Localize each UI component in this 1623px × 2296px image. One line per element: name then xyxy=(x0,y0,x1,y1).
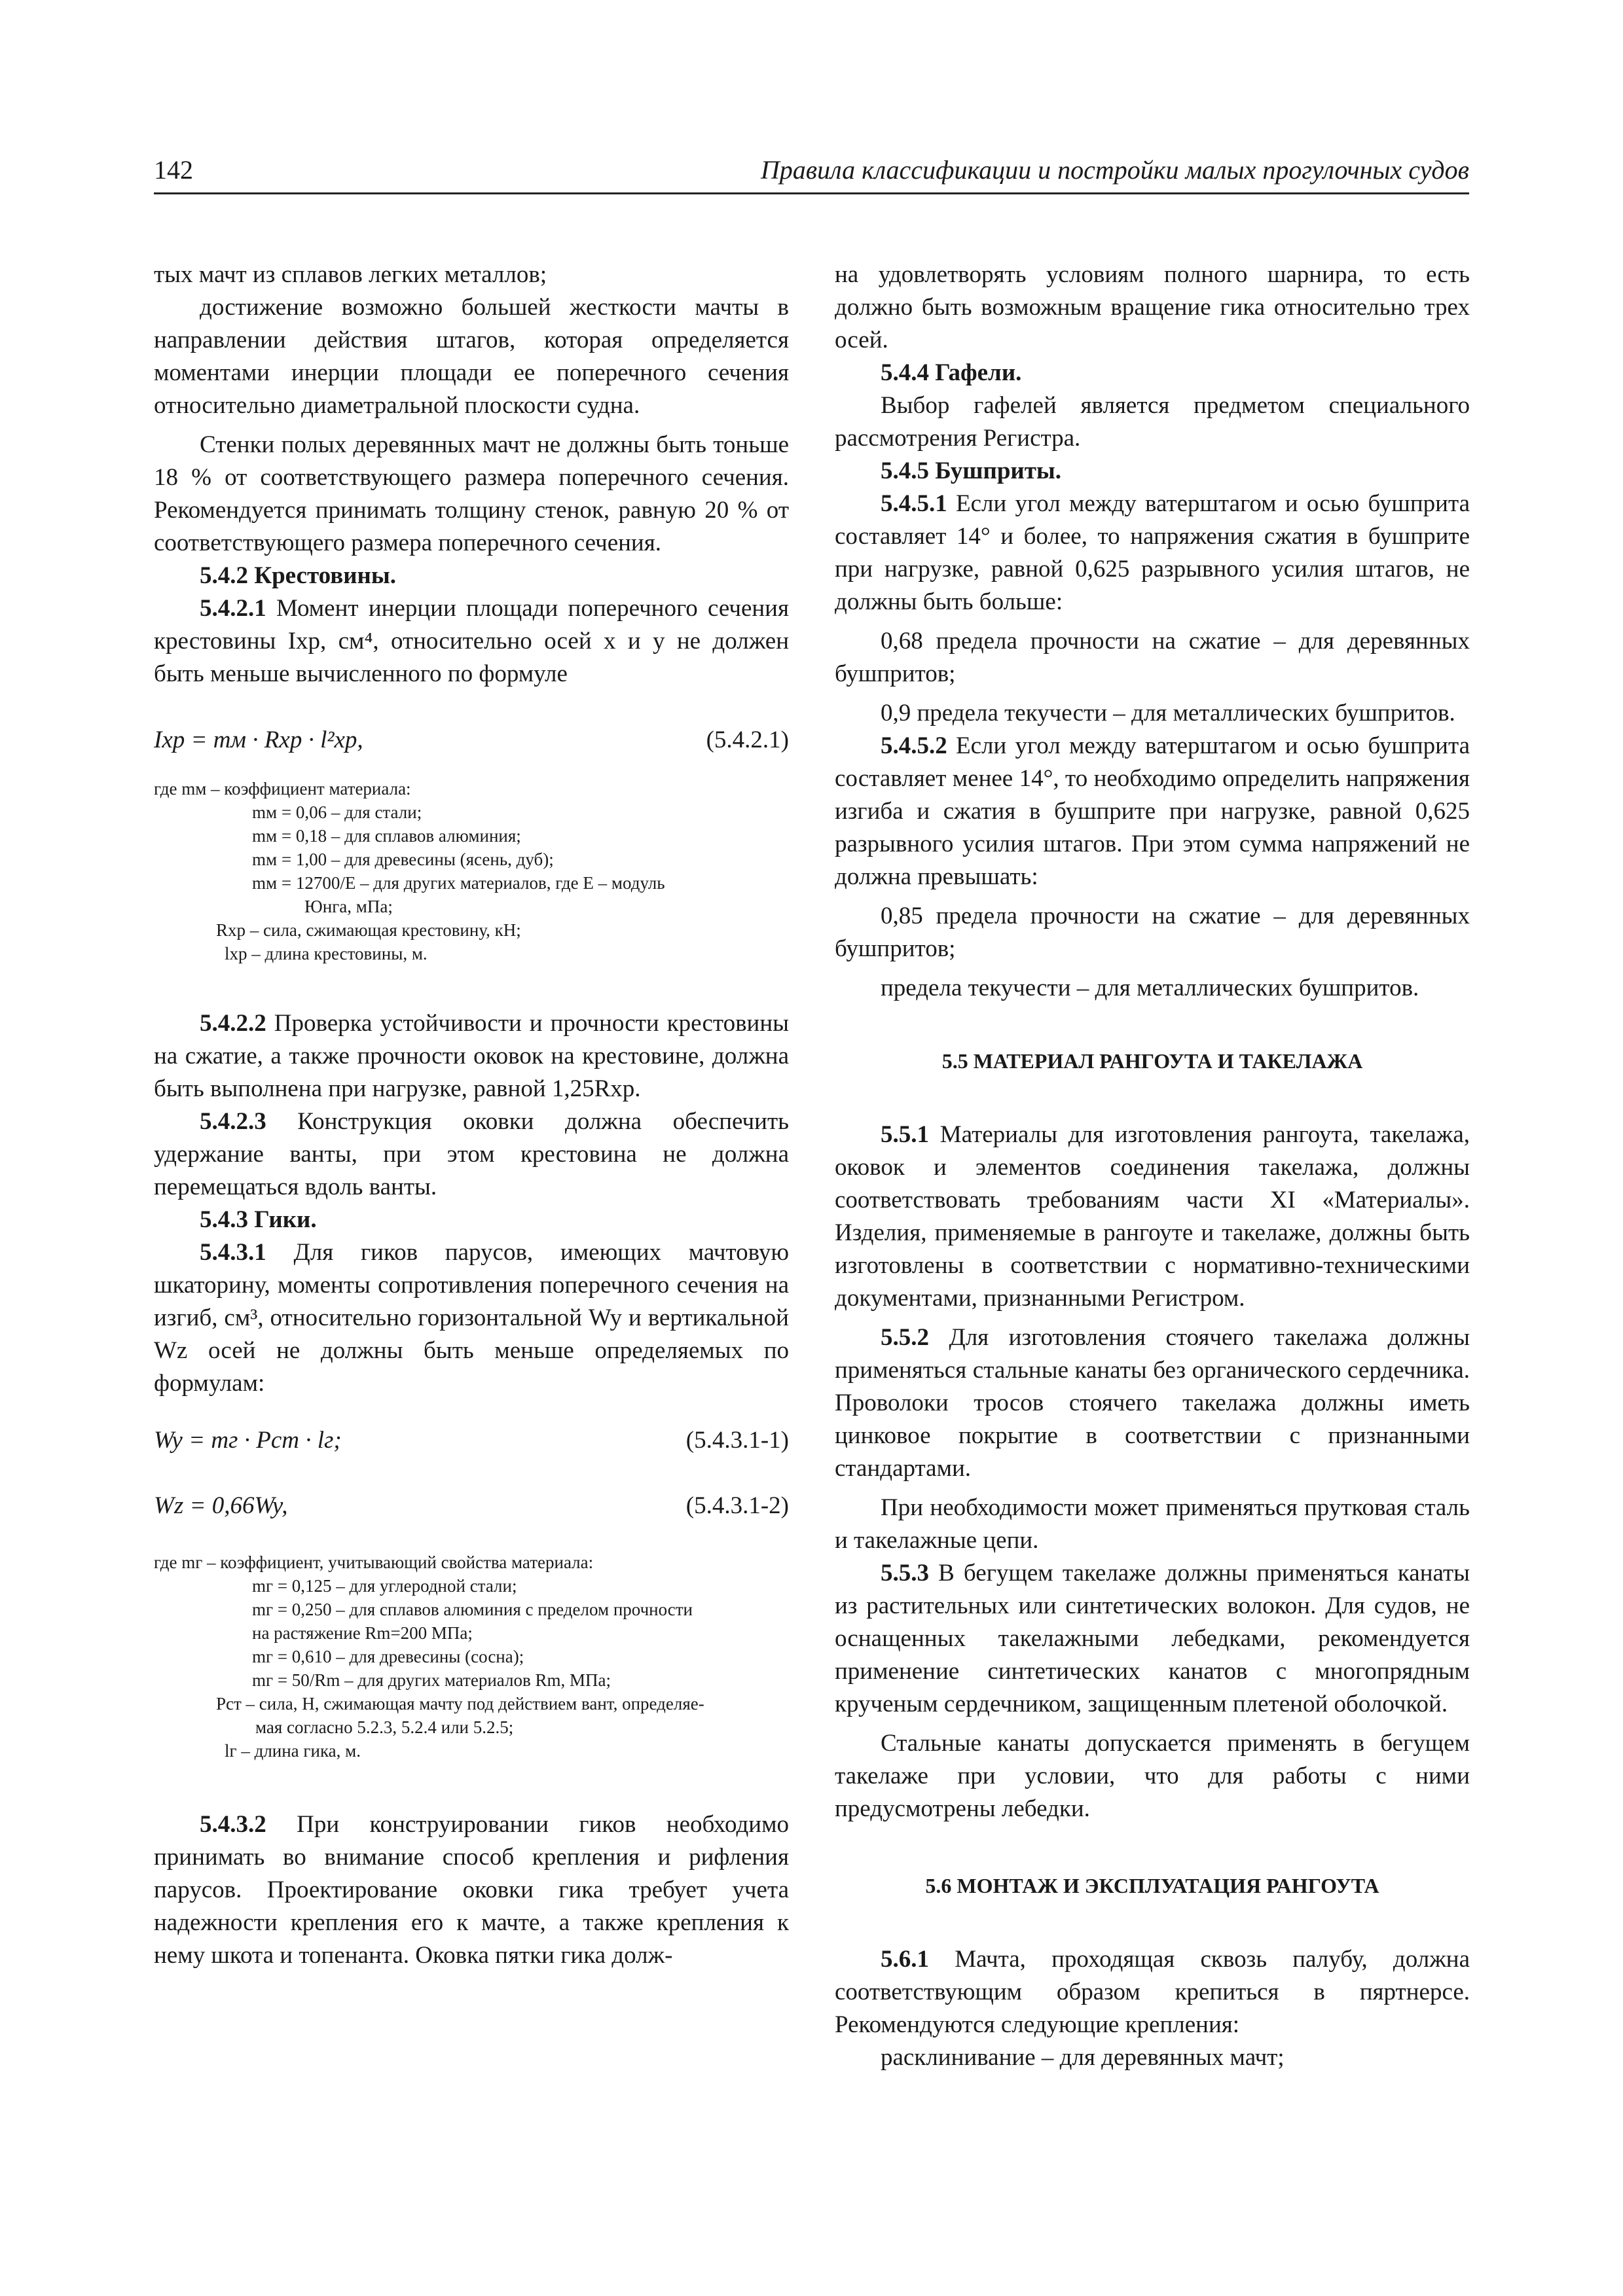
clause-number: 5.6.1 xyxy=(881,1946,929,1973)
formula-legend xyxy=(154,1551,789,1763)
heading-5-4-5: 5.4.5 Бушприты. xyxy=(881,457,1062,484)
paragraph: расклинивание – для деревянных мачт; xyxy=(881,2044,1285,2071)
clause-text: Для гиков парусов, имеющих мачтовую шкаторину, моменты сопротивления поперечного сечения на изгиб, см³, относительно горизонтальной Wy и вертикальной Wz осей не должны быть меньше определяемых по формулам: xyxy=(154,1239,790,1397)
clause-text: Момент инерции площади поперечного сечения крестовины Iхр, см⁴, относительно осей x и y не должен быть меньше вычисленного по формуле xyxy=(154,595,789,687)
paragraph: Стальные канаты допускается применять в бегущем такелаже при условии, что для работы с ними предусмотрены лебедки. xyxy=(835,1730,1470,1822)
clause-number: 5.4.3.1 xyxy=(200,1239,266,1266)
formula-expression: Wy = mг · Pст · lг; xyxy=(154,1427,342,1454)
legend-line: mм = 0,06 – для стали; xyxy=(252,802,422,822)
running-title: Правила классификации и постройки малых прогулочных судов xyxy=(760,155,1469,185)
paragraph: 0,68 предела прочности на сжатие – для деревянных бушпритов; xyxy=(835,628,1470,687)
paragraph: предела текучести – для металлических бушпритов. xyxy=(881,975,1419,1001)
paragraph-5-4-5-1 xyxy=(835,488,1470,619)
clause-number: 5.5.3 xyxy=(881,1560,929,1587)
left-column xyxy=(154,259,789,1972)
clause-number: 5.4.2.1 xyxy=(200,595,266,622)
legend-line: на растяжение Rm=200 МПа; xyxy=(252,1623,473,1643)
formula-5-4-2-1 xyxy=(154,722,789,759)
clause-text: При конструировании гиков необходимо принимать во внимание способ крепления и рифления парусов. Проектирование оковки гика требует учета надежности крепления его к мачте, а также крепления к нему шкота и топенанта. Оковка пятки гика долж- xyxy=(154,1811,789,1969)
clause-number: 5.4.5.1 xyxy=(881,490,947,517)
legend-line: mм = 1,00 – для древесины (ясень, дуб); xyxy=(252,850,554,869)
formula-number: (5.4.2.1) xyxy=(706,726,789,753)
clause-number: 5.4.2.3 xyxy=(200,1108,266,1135)
formula-number: (5.4.3.1-2) xyxy=(685,1492,789,1519)
legend-line: mг = 0,610 – для древесины (сосна); xyxy=(252,1647,524,1666)
formula-5-4-3-1-2 xyxy=(154,1488,789,1524)
paragraph-5-5-1 xyxy=(835,1119,1470,1315)
formula-5-4-3-1-1 xyxy=(154,1422,789,1459)
section-title-5-5: 5.5 МАТЕРИАЛ РАНГОУТА И ТАКЕЛАЖА xyxy=(941,1049,1363,1073)
legend-line: mг = 0,250 – для сплавов алюминия с пределом прочности xyxy=(252,1600,693,1619)
heading-5-4-4: 5.4.4 Гафели. xyxy=(881,359,1022,386)
paragraph: 0,85 предела прочности на сжатие – для деревянных бушпритов; xyxy=(835,903,1470,962)
clause-text: Мачта, проходящая сквозь палубу, должна соответствующим образом крепиться в пяртнерсе. Рекомендуются следующие крепления: xyxy=(835,1946,1470,2038)
formula-expression: Iхр = mм · Rхр · l²хр, xyxy=(154,726,363,753)
paragraph: При необходимости может применяться прутковая сталь и такелажные цепи. xyxy=(835,1494,1470,1554)
legend-line: lхр – длина крестовины, м. xyxy=(225,944,428,963)
paragraph-5-6-1 xyxy=(835,1943,1470,2041)
legend-line: Юнга, мПа; xyxy=(304,897,393,916)
legend-line: Rхр – сила, сжимающая крестовину, кН; xyxy=(216,920,521,940)
right-column xyxy=(835,259,1470,2074)
section-title-5-6: 5.6 МОНТАЖ И ЭКСПЛУАТАЦИЯ РАНГОУТА xyxy=(925,1874,1379,1897)
paragraph-5-4-3-2 xyxy=(154,1808,789,1972)
clause-text: Если угол между ватерштагом и осью бушприта составляет менее 14°, то необходимо определить напряжения изгиба и сжатия в бушприте при нагрузке, равной 0,625 разрывного усилия штагов. При этом сумма напряжений не должна превышать: xyxy=(835,732,1470,890)
paragraph-5-4-2-3 xyxy=(154,1105,789,1204)
legend-line: mм = 0,18 – для сплавов алюминия; xyxy=(252,826,521,846)
paragraph: достижение возможно большей жесткости мачты в направлении действия штагов, которая определяется моментами инерции площади ее поперечного сечения относительно диаметральной плоскости судна. xyxy=(154,294,789,419)
clause-text: Для изготовления стоячего такелажа должны применяться стальные канаты без органического сердечника. Проволоки тросов стоячего такелажа должны иметь цинковое покрытие в соответствии с признанными стандартами. xyxy=(835,1324,1470,1482)
legend-line: где mм – коэффициент материала: xyxy=(154,779,411,798)
paragraph-5-5-3 xyxy=(835,1557,1470,1721)
paragraph: на удовлетворять условиям полного шарнира, то есть должно быть возможным вращение гика относительно трех осей. xyxy=(835,261,1470,353)
paragraph-5-4-5-2 xyxy=(835,730,1470,893)
legend-line: Pст – сила, Н, сжимающая мачту под действием вант, определяе- xyxy=(216,1694,704,1713)
page-header xyxy=(154,152,1469,194)
paragraph: тых мачт из сплавов легких металлов; xyxy=(154,261,547,288)
legend-line: мая согласно 5.2.3, 5.2.4 или 5.2.5; xyxy=(255,1717,514,1737)
paragraph-5-4-2-1 xyxy=(154,592,789,691)
clause-number: 5.5.2 xyxy=(881,1324,929,1351)
legend-line: lг – длина гика, м. xyxy=(225,1741,361,1761)
page-number: 142 xyxy=(154,155,193,185)
formula-expression: Wz = 0,66Wy, xyxy=(154,1492,288,1519)
heading-5-4-2: 5.4.2 Крестовины. xyxy=(200,562,396,589)
clause-text: Если угол между ватерштагом и осью бушприта составляет 14° и более, то напряжения сжатия в бушприте при нагрузке, равной 0,625 разрывного усилия штагов, не должны быть больше: xyxy=(835,490,1470,615)
paragraph-5-4-3-1 xyxy=(154,1236,789,1400)
legend-line: mм = 12700/E – для других материалов, где E – модуль xyxy=(252,873,665,893)
legend-line: mг = 0,125 – для углеродной стали; xyxy=(252,1576,517,1596)
clause-number: 5.4.5.2 xyxy=(881,732,947,759)
formula-number: (5.4.3.1-1) xyxy=(685,1427,789,1454)
paragraph: Выбор гафелей является предметом специального рассмотрения Регистра. xyxy=(835,392,1470,452)
paragraph: Стенки полых деревянных мачт не должны быть тоньше 18 % от соответствующего размера поперечного сечения. Рекомендуется принимать толщину стенок, равную 20 % от соответствующего размера поперечного сечения. xyxy=(154,431,789,556)
paragraph: 0,9 предела текучести – для металлических бушпритов. xyxy=(881,700,1455,726)
legend-line: mг = 50/Rm – для других материалов Rm, МПа; xyxy=(252,1670,611,1690)
formula-legend xyxy=(154,777,789,965)
clause-number: 5.4.2.2 xyxy=(200,1010,266,1037)
clause-text: В бегущем такелаже должны применяться канаты из растительных или синтетических волокон. Для судов, не оснащенных такелажными лебедками, рекомендуется применение синтетических канатов с многопрядным крученым сердечником, защищенным плетеной оболочкой. xyxy=(835,1560,1470,1717)
legend-line: где mг – коэффициент, учитывающий свойства материала: xyxy=(154,1552,594,1572)
paragraph-5-4-2-2 xyxy=(154,1007,789,1105)
heading-5-4-3: 5.4.3 Гики. xyxy=(200,1206,317,1233)
clause-text: Материалы для изготовления рангоута, такелажа, оковок и элементов соединения такелажа, должны соответствовать требованиям части XI «Материалы». Изделия, применяемые в рангоуте и такелаже, должны быть изготовлены в соответствии с нормативно-техническими документами, признанными Регистром. xyxy=(835,1121,1470,1312)
paragraph-5-5-2 xyxy=(835,1321,1470,1485)
clause-number: 5.4.3.2 xyxy=(200,1811,266,1838)
clause-text: Проверка устойчивости и прочности крестовины на сжатие, а также прочности оковок на крестовине, должна быть выполнена при нагрузке, равной 1,25Rхр. xyxy=(154,1010,790,1102)
clause-text: Конструкция оковки должна обеспечить удержание ванты, при этом крестовина не должна перемещаться вдоль ванты. xyxy=(154,1108,789,1200)
clause-number: 5.5.1 xyxy=(881,1121,929,1148)
